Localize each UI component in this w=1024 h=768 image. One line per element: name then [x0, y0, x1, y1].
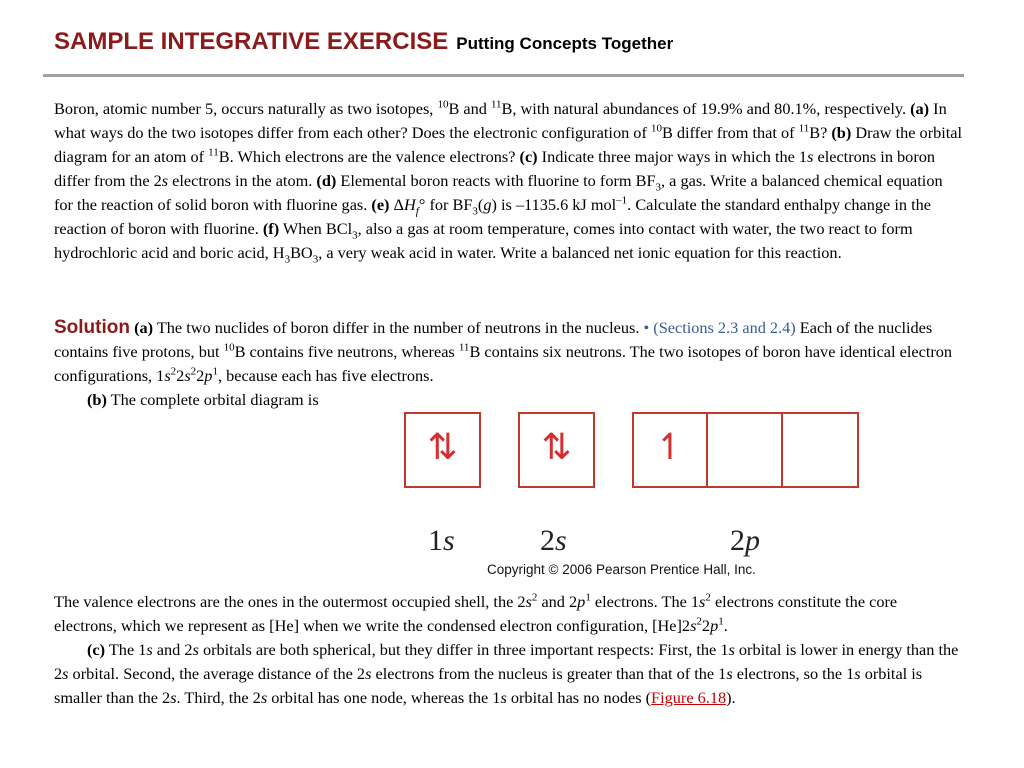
orbital-divider — [781, 412, 783, 488]
title-divider — [43, 74, 964, 77]
title-subtitle: Putting Concepts Together — [456, 34, 674, 53]
figure-6-18-link[interactable]: Figure 6.18 — [651, 688, 727, 707]
label-2p: 2p — [730, 524, 760, 557]
sections-reference: • (Sections 2.3 and 2.4) — [643, 318, 796, 337]
label-2s: 2s — [540, 524, 567, 557]
solution-paragraph: Solution (a) The two nuclides of boron differ in the number of neutrons in the nucleus. • (Sections 2.3 and 2.4) Each of the nuclides contains five protons, but $^{10}$B contains five neutrons, whereas $^{11}$B contains six neutrons. The two isotopes of boron have identical electron configurations, $1s^22s^22p^1$, because each has five electrons. (b) The complete orbital diagram is — [54, 316, 964, 412]
copyright-notice: Copyright © 2006 Pearson Prentice Hall, Inc. — [487, 562, 756, 577]
paired-electrons-icon: ⇅ — [427, 427, 458, 468]
part-b-intro: (b) The complete orbital diagram is — [87, 390, 319, 409]
title-main: SAMPLE INTEGRATIVE EXERCISE — [54, 28, 449, 55]
slide-title — [54, 28, 673, 56]
label-1s: 1s — [428, 524, 455, 557]
single-electron-icon: ↿ — [654, 427, 686, 468]
paired-electrons-icon: ⇅ — [541, 427, 572, 468]
problem-paragraph: Boron, atomic number 5, occurs naturally as two isotopes, $^{10}$B and $^{11}$B, with natural abundances of 19.9% and 80.1%, respectively. (a) In what ways do the two isotopes differ from each other? Does the electronic configuration of $^{10}$B differ from that of $^{11}$B? (b) Draw the orbital diagram for an atom of $^{11}$B. Which electrons are the valence electrons? (c) Indicate three major ways in which the 1s electrons in boron differ from the 2s electrons in the atom. (d) Elemental boron reacts with fluorine to form $BF_3$, a gas. Write a balanced chemical equation for the reaction of solid boron with fluorine gas. (e) $\Delta H_f^\circ$ for $BF_3(g)$ is –1135.6 kJ mol$^{-1}$. Calculate the standard enthalpy change in the reaction of boron with fluorine. (f) When BCl$_3$, also a gas at room temperature, comes into contact with water, the two react to form hydrochloric acid and boric acid, $H_3BO_3$, a very weak acid in water. Write a balanced net ionic equation for this reaction. — [54, 98, 963, 266]
solution-label: Solution — [54, 317, 130, 338]
part-c-paragraph: (c) The 1s and 2s orbitals are both spherical, but they differ in three important respects: First, the 1s orbital is lower in energy than the 2s orbital. Second, the average distance of the 2s electrons from the nucleus is greater than that of the 1s electrons, so the 1s orbital is smaller than the 2s. Third, the 2s orbital has one node, whereas the 1s orbital has no nodes (Figure 6.18). — [54, 640, 959, 707]
valence-paragraph: The valence electrons are the ones in the outermost occupied shell, the $2s^2$ and $2p^1$ electrons. The $1s^2$ electrons constitute the core electrons, which we represent as [He] when we write the condensed electron configuration, $[He]2s^22p^1$. (c) The 1s and 2s orbitals are both spherical, but they differ in three important respects: First, the 1s orbital is lower in energy than the 2s orbital. Second, the average distance of the 2s electrons from the nucleus is greater than that of the 1s electrons, so the 1s orbital is smaller than the 2s. Third, the 2s orbital has one node, whereas the 1s orbital has no nodes (Figure 6.18). — [54, 590, 964, 710]
